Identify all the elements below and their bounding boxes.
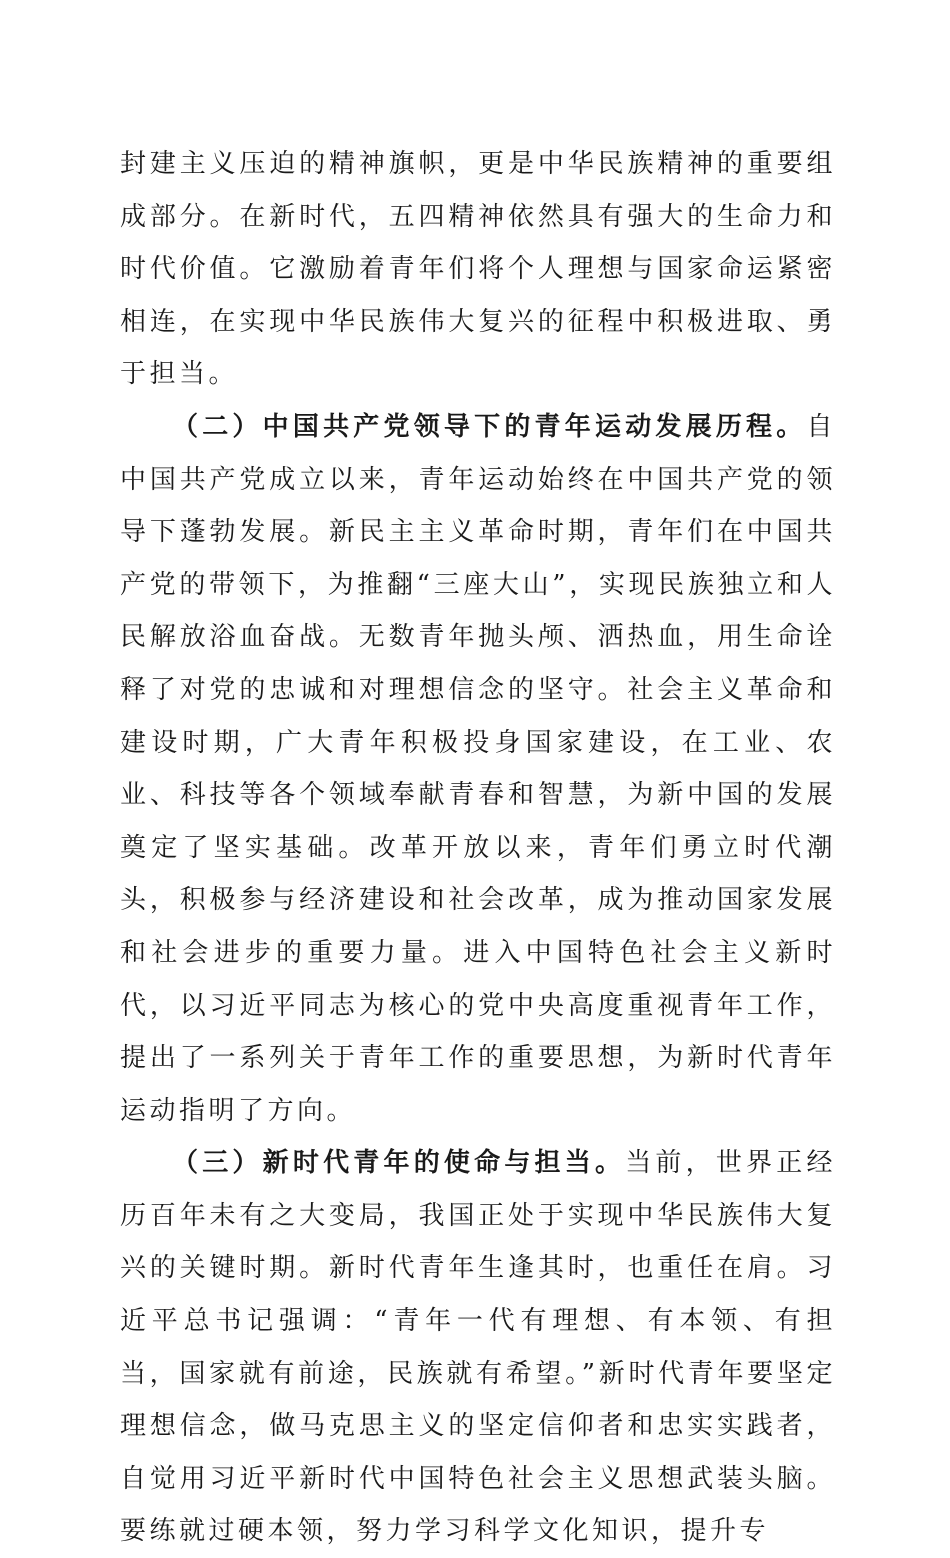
paragraph-section-3 xyxy=(120,1137,836,1558)
section-heading-2: （二）中国共产党领导下的青年运动发展历程。 xyxy=(172,411,807,442)
paragraph-continuation xyxy=(120,138,836,401)
paragraph-text: 自中国共产党成立以来，青年运动始终在中国共产党的领导下蓬勃发展。新民主主义革命时期，青年们在中国共产党的带领下，为推翻“三座大山”，实现民族独立和人民解放浴血奋战。无数青年抛头颅、洒热血，用生命诠释了对党的忠诚和对理想信念的坚守。社会主义革命和建设时期，广大青年积极投身国家建设，在工业、农业、科技等各个领域奉献青春和智慧，为新中国的发展奠定了坚实基础。改革开放以来，青年们勇立时代潮头，积极参与经济建设和社会改革，成为推动国家发展和社会进步的重要力量。进入中国特色社会主义新时代，以习近平同志为核心的党中央高度重视青年工作，提出了一系列关于青年工作的重要思想，为新时代青年运动指明了方向。 xyxy=(120,411,836,1126)
document-body xyxy=(120,138,836,1558)
paragraph-text: 当前，世界正经历百年未有之大变局，我国正处于实现中华民族伟大复兴的关键时期。新时代青年生逢其时，也重任在肩。习近平总书记强调：“青年一代有理想、有本领、有担当，国家就有前途，民族就有希望。”新时代青年要坚定理想信念，做马克思主义的坚定信仰者和忠实实践者，自觉用习近平新时代中国特色社会主义思想武装头脑。要练就过硬本领，努力学习科学文化知识，提升专 xyxy=(120,1148,836,1547)
paragraph-section-2 xyxy=(120,401,836,1137)
section-heading-3: （三）新时代青年的使命与担当。 xyxy=(172,1148,626,1179)
paragraph-text: 封建主义压迫的精神旗帜，更是中华民族精神的重要组成部分。在新时代，五四精神依然具有强大的生命力和时代价值。它激励着青年们将个人理想与国家命运紧密相连，在实现中华民族伟大复兴的征程中积极进取、勇于担当。 xyxy=(120,149,836,390)
